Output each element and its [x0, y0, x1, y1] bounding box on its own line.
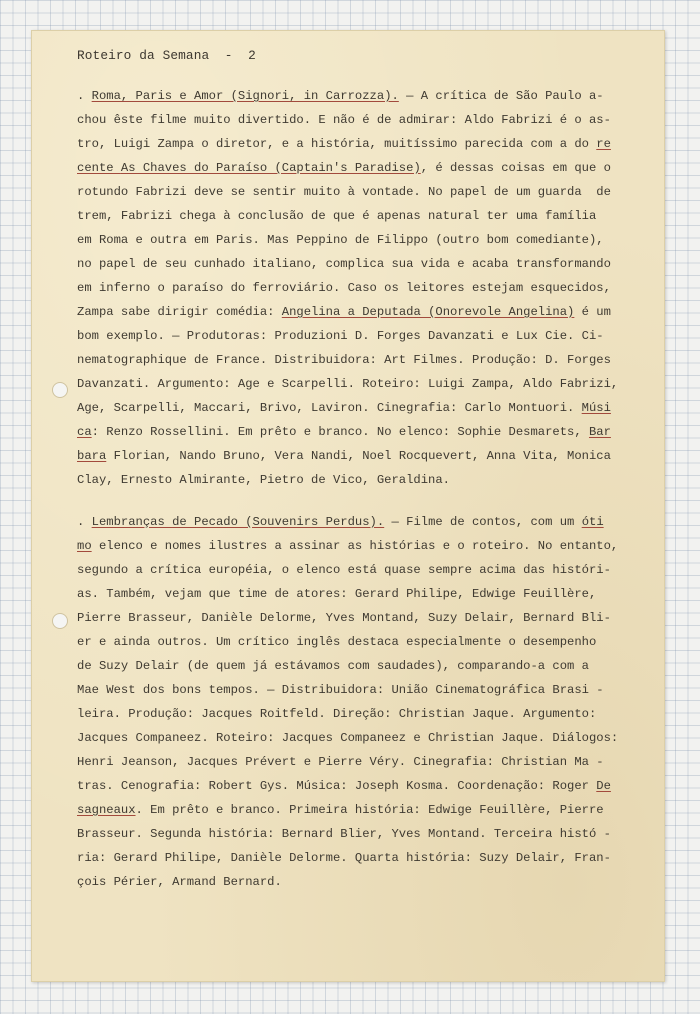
text-line — [77, 558, 618, 582]
review-paragraph-lembrancas-de-pecado — [77, 510, 618, 894]
page-header: Roteiro da Semana - 2 — [77, 48, 256, 63]
text-line — [77, 654, 618, 678]
underlined-title: cente — [77, 161, 121, 175]
text-segment: er e ainda outros. Um crítico inglês destaca especialmente o desempenho — [77, 635, 597, 649]
text-line — [77, 228, 618, 252]
text-segment: çois Périer, Armand Bernard. — [77, 875, 282, 889]
text-segment: — A crítica de São Paulo a- — [398, 89, 604, 103]
text-line — [77, 204, 618, 228]
text-segment: . Em prêto e branco. Primeira história: Edwige Feuillère, Pierre — [135, 803, 604, 817]
text-segment: segundo a crítica européia, o elenco está quase sempre acima das históri- — [77, 563, 611, 577]
text-line — [77, 396, 618, 420]
text-segment: — Filme de contos, com um — [384, 515, 582, 529]
text-line — [77, 468, 618, 492]
text-line — [77, 702, 618, 726]
text-line — [77, 324, 618, 348]
punch-hole-top — [52, 382, 68, 398]
text-segment: : Renzo Rossellini. Em prêto e branco. No elenco: Sophie Desmarets, — [91, 425, 589, 439]
text-line — [77, 132, 618, 156]
underlined-title: De — [596, 779, 611, 793]
text-segment: Mae West dos bons tempos. — Distribuidora: União Cinematográfica Brasi - — [77, 683, 604, 697]
text-line — [77, 606, 618, 630]
text-segment: em Roma e outra em Paris. Mas Peppino de Filippo (outro bom comediante), — [77, 233, 604, 247]
text-segment: , é dessas coisas em que o — [420, 161, 611, 175]
underlined-title: Músi — [581, 401, 611, 415]
text-line — [77, 582, 618, 606]
text-line — [77, 678, 618, 702]
underlined-title: Roma, Paris e Amor (Signori, in Carrozza). — [91, 89, 399, 103]
text-segment: Clay, Ernesto Almirante, Pietro de Vico, Geraldina. — [77, 473, 450, 487]
text-line — [77, 750, 618, 774]
text-segment: tro, Luigi Zampa o diretor, e a história, muitíssimo parecida com a do — [77, 137, 597, 151]
text-line — [77, 180, 618, 204]
text-segment: elenco e nomes ilustres a assinar as histórias e o roteiro. No entanto, — [91, 539, 619, 553]
text-line — [77, 348, 618, 372]
underlined-title: sagneaux — [77, 803, 136, 817]
text-line — [77, 84, 618, 108]
text-segment: Henri Jeanson, Jacques Prévert e Pierre Véry. Cinegrafia: Christian Ma - — [77, 755, 604, 769]
underlined-title: bara — [77, 449, 107, 463]
text-line — [77, 798, 618, 822]
text-segment: chou êste filme muito divertido. E não é de admirar: Aldo Fabrizi é o as- — [77, 113, 611, 127]
text-segment: . — [77, 515, 92, 529]
text-segment: ria: Gerard Philipe, Danièle Delorme. Quarta história: Suzy Delair, Fran- — [77, 851, 611, 865]
underlined-title: Lembranças de Pecado (Souvenirs Perdus). — [91, 515, 385, 529]
review-paragraph-roma-paris-e-amor — [77, 84, 618, 492]
text-segment: de Suzy Delair (de quem já estávamos com saudades), comparando-a com a — [77, 659, 589, 673]
text-segment: tras. Cenografia: Robert Gys. Música: Joseph Kosma. Coordenação: Roger — [77, 779, 597, 793]
text-segment: no papel de seu cunhado italiano, complica sua vida e acaba transformando — [77, 257, 611, 271]
text-segment: Pierre Brasseur, Danièle Delorme, Yves Montand, Suzy Delair, Bernard Bli- — [77, 611, 611, 625]
text-line — [77, 420, 618, 444]
underlined-title: re — [596, 137, 611, 151]
text-line — [77, 822, 618, 846]
text-line — [77, 534, 618, 558]
text-line — [77, 510, 618, 534]
text-line — [77, 774, 618, 798]
text-segment: Brasseur. Segunda história: Bernard Blier, Yves Montand. Terceira histó - — [77, 827, 611, 841]
underlined-title: óti — [581, 515, 604, 529]
text-line — [77, 630, 618, 654]
text-line — [77, 846, 618, 870]
text-segment: leira. Produção: Jacques Roitfeld. Direção: Christian Jaque. Argumento: — [77, 707, 597, 721]
text-line — [77, 108, 618, 132]
text-segment: trem, Fabrizi chega à conclusão de que é apenas natural ter uma família — [77, 209, 597, 223]
text-line — [77, 726, 618, 750]
text-segment: as. Também, vejam que time de atores: Gerard Philipe, Edwige Feuillère, — [77, 587, 597, 601]
text-segment: bom exemplo. — Produtoras: Produzioni D. Forges Davanzati e Lux Cie. Ci- — [77, 329, 604, 343]
text-segment: Jacques Companeez. Roteiro: Jacques Companeez e Christian Jaque. Diálogos: — [77, 731, 619, 745]
text-line — [77, 156, 618, 180]
text-line — [77, 300, 618, 324]
text-segment: Davanzati. Argumento: Age e Scarpelli. Roteiro: Luigi Zampa, Aldo Fabrizi, — [77, 377, 619, 391]
underlined-title: ca — [77, 425, 92, 439]
text-segment: Age, Scarpelli, Maccari, Brivo, Laviron. Cinegrafia: Carlo Montuori. — [77, 401, 582, 415]
text-segment: é um — [574, 305, 611, 319]
text-line — [77, 372, 618, 396]
text-segment: Florian, Nando Bruno, Vera Nandi, Noel Rocquevert, Anna Vita, Monica — [106, 449, 611, 463]
text-segment: Zampa sabe dirigir comédia: — [77, 305, 282, 319]
text-line — [77, 444, 618, 468]
text-line — [77, 252, 618, 276]
underlined-title: Angelina a Deputada (Onorevole Angelina) — [281, 305, 575, 319]
text-line — [77, 276, 618, 300]
punch-hole-bottom — [52, 613, 68, 629]
text-segment: rotundo Fabrizi deve se sentir muito à vontade. No papel de um guarda de — [77, 185, 611, 199]
text-segment: em inferno o paraíso do ferroviário. Caso os leitores estejam esquecidos, — [77, 281, 611, 295]
text-segment: nematographique de France. Distribuidora: Art Filmes. Produção: D. Forges — [77, 353, 611, 367]
underlined-title: As Chaves do Paraíso (Captain's Paradise) — [120, 161, 421, 175]
underlined-title: Bar — [588, 425, 611, 439]
text-segment: . — [77, 89, 92, 103]
text-line — [77, 870, 618, 894]
underlined-title: mo — [77, 539, 92, 553]
